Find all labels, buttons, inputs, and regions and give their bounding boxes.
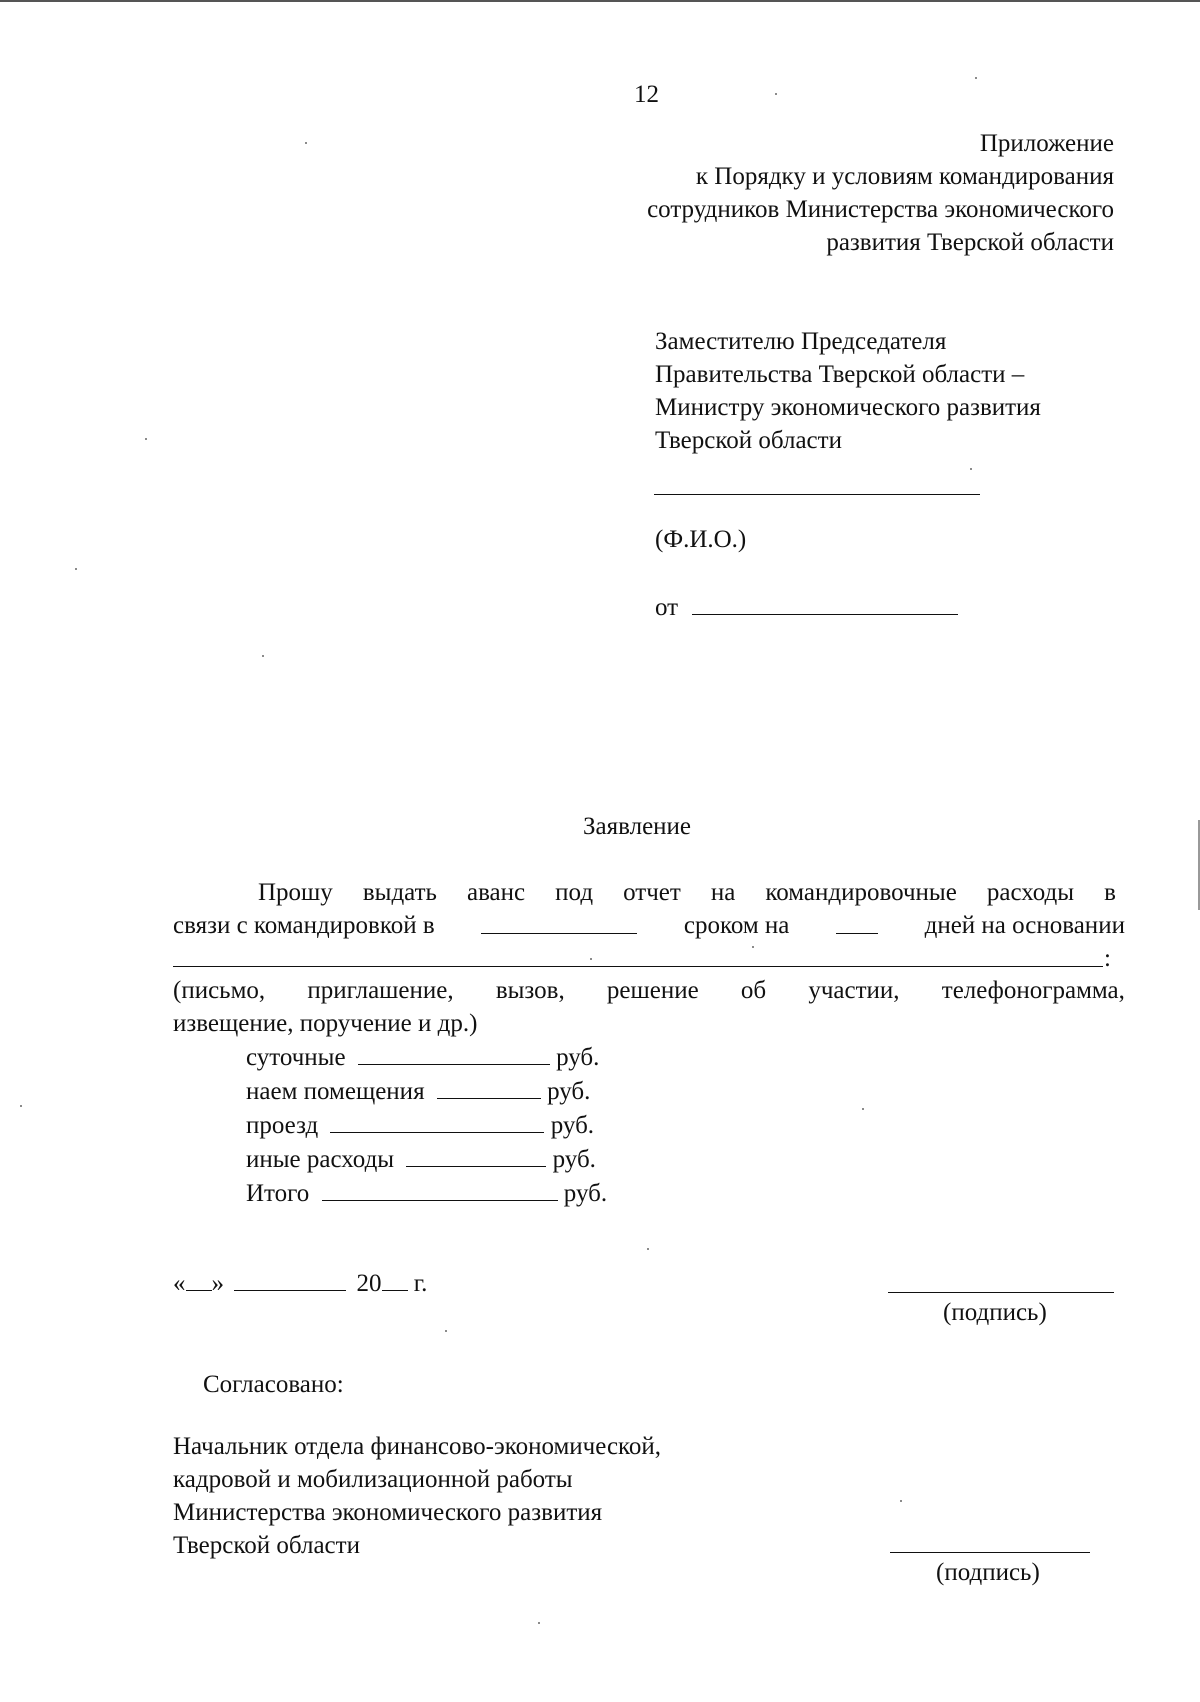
expense-amount-blank[interactable] xyxy=(358,1040,550,1065)
from-row xyxy=(655,590,958,624)
agreed-position-block xyxy=(173,1430,661,1562)
agreed-position-line-4: Тверской области xyxy=(173,1532,360,1559)
body-word: выдать xyxy=(362,879,437,906)
expense-unit: руб. xyxy=(550,1112,595,1139)
expense-label: иные расходы xyxy=(246,1146,395,1173)
applicant-signature-label: (подпись) xyxy=(943,1299,1047,1326)
scan-speck xyxy=(305,142,307,144)
scan-speck xyxy=(75,568,77,570)
basis-blank[interactable] xyxy=(173,966,1103,967)
expense-amount-blank[interactable] xyxy=(406,1142,546,1167)
trip-days-blank[interactable] xyxy=(836,909,878,934)
body-line-1 xyxy=(258,876,1116,909)
expense-label: наем помещения xyxy=(246,1078,425,1105)
fio-blank[interactable] xyxy=(654,494,980,495)
agreed-signature-label: (подпись) xyxy=(936,1559,1040,1586)
date-open-quote: « xyxy=(173,1270,186,1297)
date-close-quote: » xyxy=(211,1270,224,1297)
addressee-line-4: Тверской области xyxy=(655,427,842,454)
date-year-blank[interactable] xyxy=(382,1266,408,1291)
trip-destination-blank[interactable] xyxy=(481,909,637,934)
expense-unit: руб. xyxy=(552,1146,596,1173)
addressee-line-3: Министру экономического развития xyxy=(655,394,1041,421)
expense-label: Итого xyxy=(246,1180,310,1207)
body-word: решение xyxy=(606,977,699,1004)
fio-label: (Ф.И.О.) xyxy=(655,526,747,553)
expense-unit: руб. xyxy=(563,1180,608,1207)
scan-speck xyxy=(445,1330,447,1332)
expense-label: суточные xyxy=(246,1044,346,1071)
body-word: об xyxy=(740,977,767,1004)
addressee-line-1: Заместителю Председателя xyxy=(655,328,947,355)
body-word: телефонограмма, xyxy=(941,977,1125,1004)
from-blank[interactable] xyxy=(692,590,958,615)
scan-speck xyxy=(775,93,777,95)
agreed-position-line-3: Министерства экономического развития xyxy=(173,1499,603,1526)
addressee-block xyxy=(655,325,1041,457)
statement-title: Заявление xyxy=(583,813,692,840)
annex-block xyxy=(647,127,1114,259)
expense-label: проезд xyxy=(246,1112,319,1139)
body-text-basis: дней на основании xyxy=(924,912,1125,939)
expense-row xyxy=(246,1108,607,1142)
agreed-label: Согласовано: xyxy=(203,1371,344,1398)
body-text-trip: связи с командировкой в xyxy=(173,912,435,939)
page-number: 12 xyxy=(634,81,659,108)
body-word: отчет xyxy=(623,879,681,906)
scan-speck xyxy=(538,1622,540,1624)
body-word: вызов, xyxy=(495,977,565,1004)
body-word: (письмо, xyxy=(173,977,266,1004)
from-label: от xyxy=(655,594,679,621)
scan-speck xyxy=(862,1108,864,1110)
agreed-position-line-2: кадровой и мобилизационной работы xyxy=(173,1466,573,1493)
body-line-2 xyxy=(173,909,1125,942)
expense-unit: руб. xyxy=(547,1078,591,1105)
agreed-position-line-1: Начальник отдела финансово-экономической, xyxy=(173,1433,662,1460)
expense-amount-blank[interactable] xyxy=(437,1074,541,1099)
date-day-blank[interactable] xyxy=(186,1266,212,1291)
date-year-suffix: г. xyxy=(413,1270,428,1297)
expense-row xyxy=(246,1040,607,1074)
scan-speck xyxy=(647,1248,649,1250)
body-word: расходы xyxy=(986,879,1075,906)
body-word: участии, xyxy=(808,977,900,1004)
expense-amount-blank[interactable] xyxy=(330,1108,544,1133)
annex-line-3: сотрудников Министерства экономического xyxy=(647,196,1114,223)
applicant-signature-blank[interactable] xyxy=(888,1292,1114,1293)
scan-speck xyxy=(975,77,977,79)
expense-unit: руб. xyxy=(556,1044,600,1071)
body-word: Прошу xyxy=(258,879,333,906)
scan-speck xyxy=(970,468,972,470)
body-text-term: сроком на xyxy=(683,912,790,939)
date-line xyxy=(173,1266,427,1300)
expenses-list xyxy=(246,1040,607,1210)
scan-speck xyxy=(590,958,592,960)
annex-line-2: к Порядку и условиям командирования xyxy=(695,163,1114,190)
body-word: под xyxy=(555,879,594,906)
scan-top-edge xyxy=(0,0,1200,2)
date-year-prefix: 20 xyxy=(356,1270,382,1297)
body-word: командировочные xyxy=(765,879,957,906)
body-word: приглашение, xyxy=(307,977,454,1004)
expense-row xyxy=(246,1176,607,1210)
scan-speck xyxy=(145,438,147,440)
addressee-line-2: Правительства Тверской области – xyxy=(655,361,1025,388)
annex-line-4: развития Тверской области xyxy=(826,229,1114,256)
body-line-4 xyxy=(173,974,1125,1007)
scan-speck xyxy=(900,1500,902,1502)
body-line-5: извещение, поручение и др.) xyxy=(173,1010,478,1037)
body-word: на xyxy=(710,879,736,906)
agreed-signature-blank[interactable] xyxy=(890,1552,1090,1553)
scan-speck xyxy=(752,946,754,948)
expense-row xyxy=(246,1074,607,1108)
scan-speck xyxy=(20,1105,22,1107)
expense-amount-blank[interactable] xyxy=(322,1176,558,1201)
body-word: аванс xyxy=(466,879,526,906)
expense-row xyxy=(246,1142,607,1176)
basis-colon: : xyxy=(1104,945,1111,972)
body-word: в xyxy=(1104,879,1116,906)
scan-speck xyxy=(262,655,264,657)
annex-line-1: Приложение xyxy=(979,130,1114,157)
date-month-blank[interactable] xyxy=(234,1266,346,1291)
